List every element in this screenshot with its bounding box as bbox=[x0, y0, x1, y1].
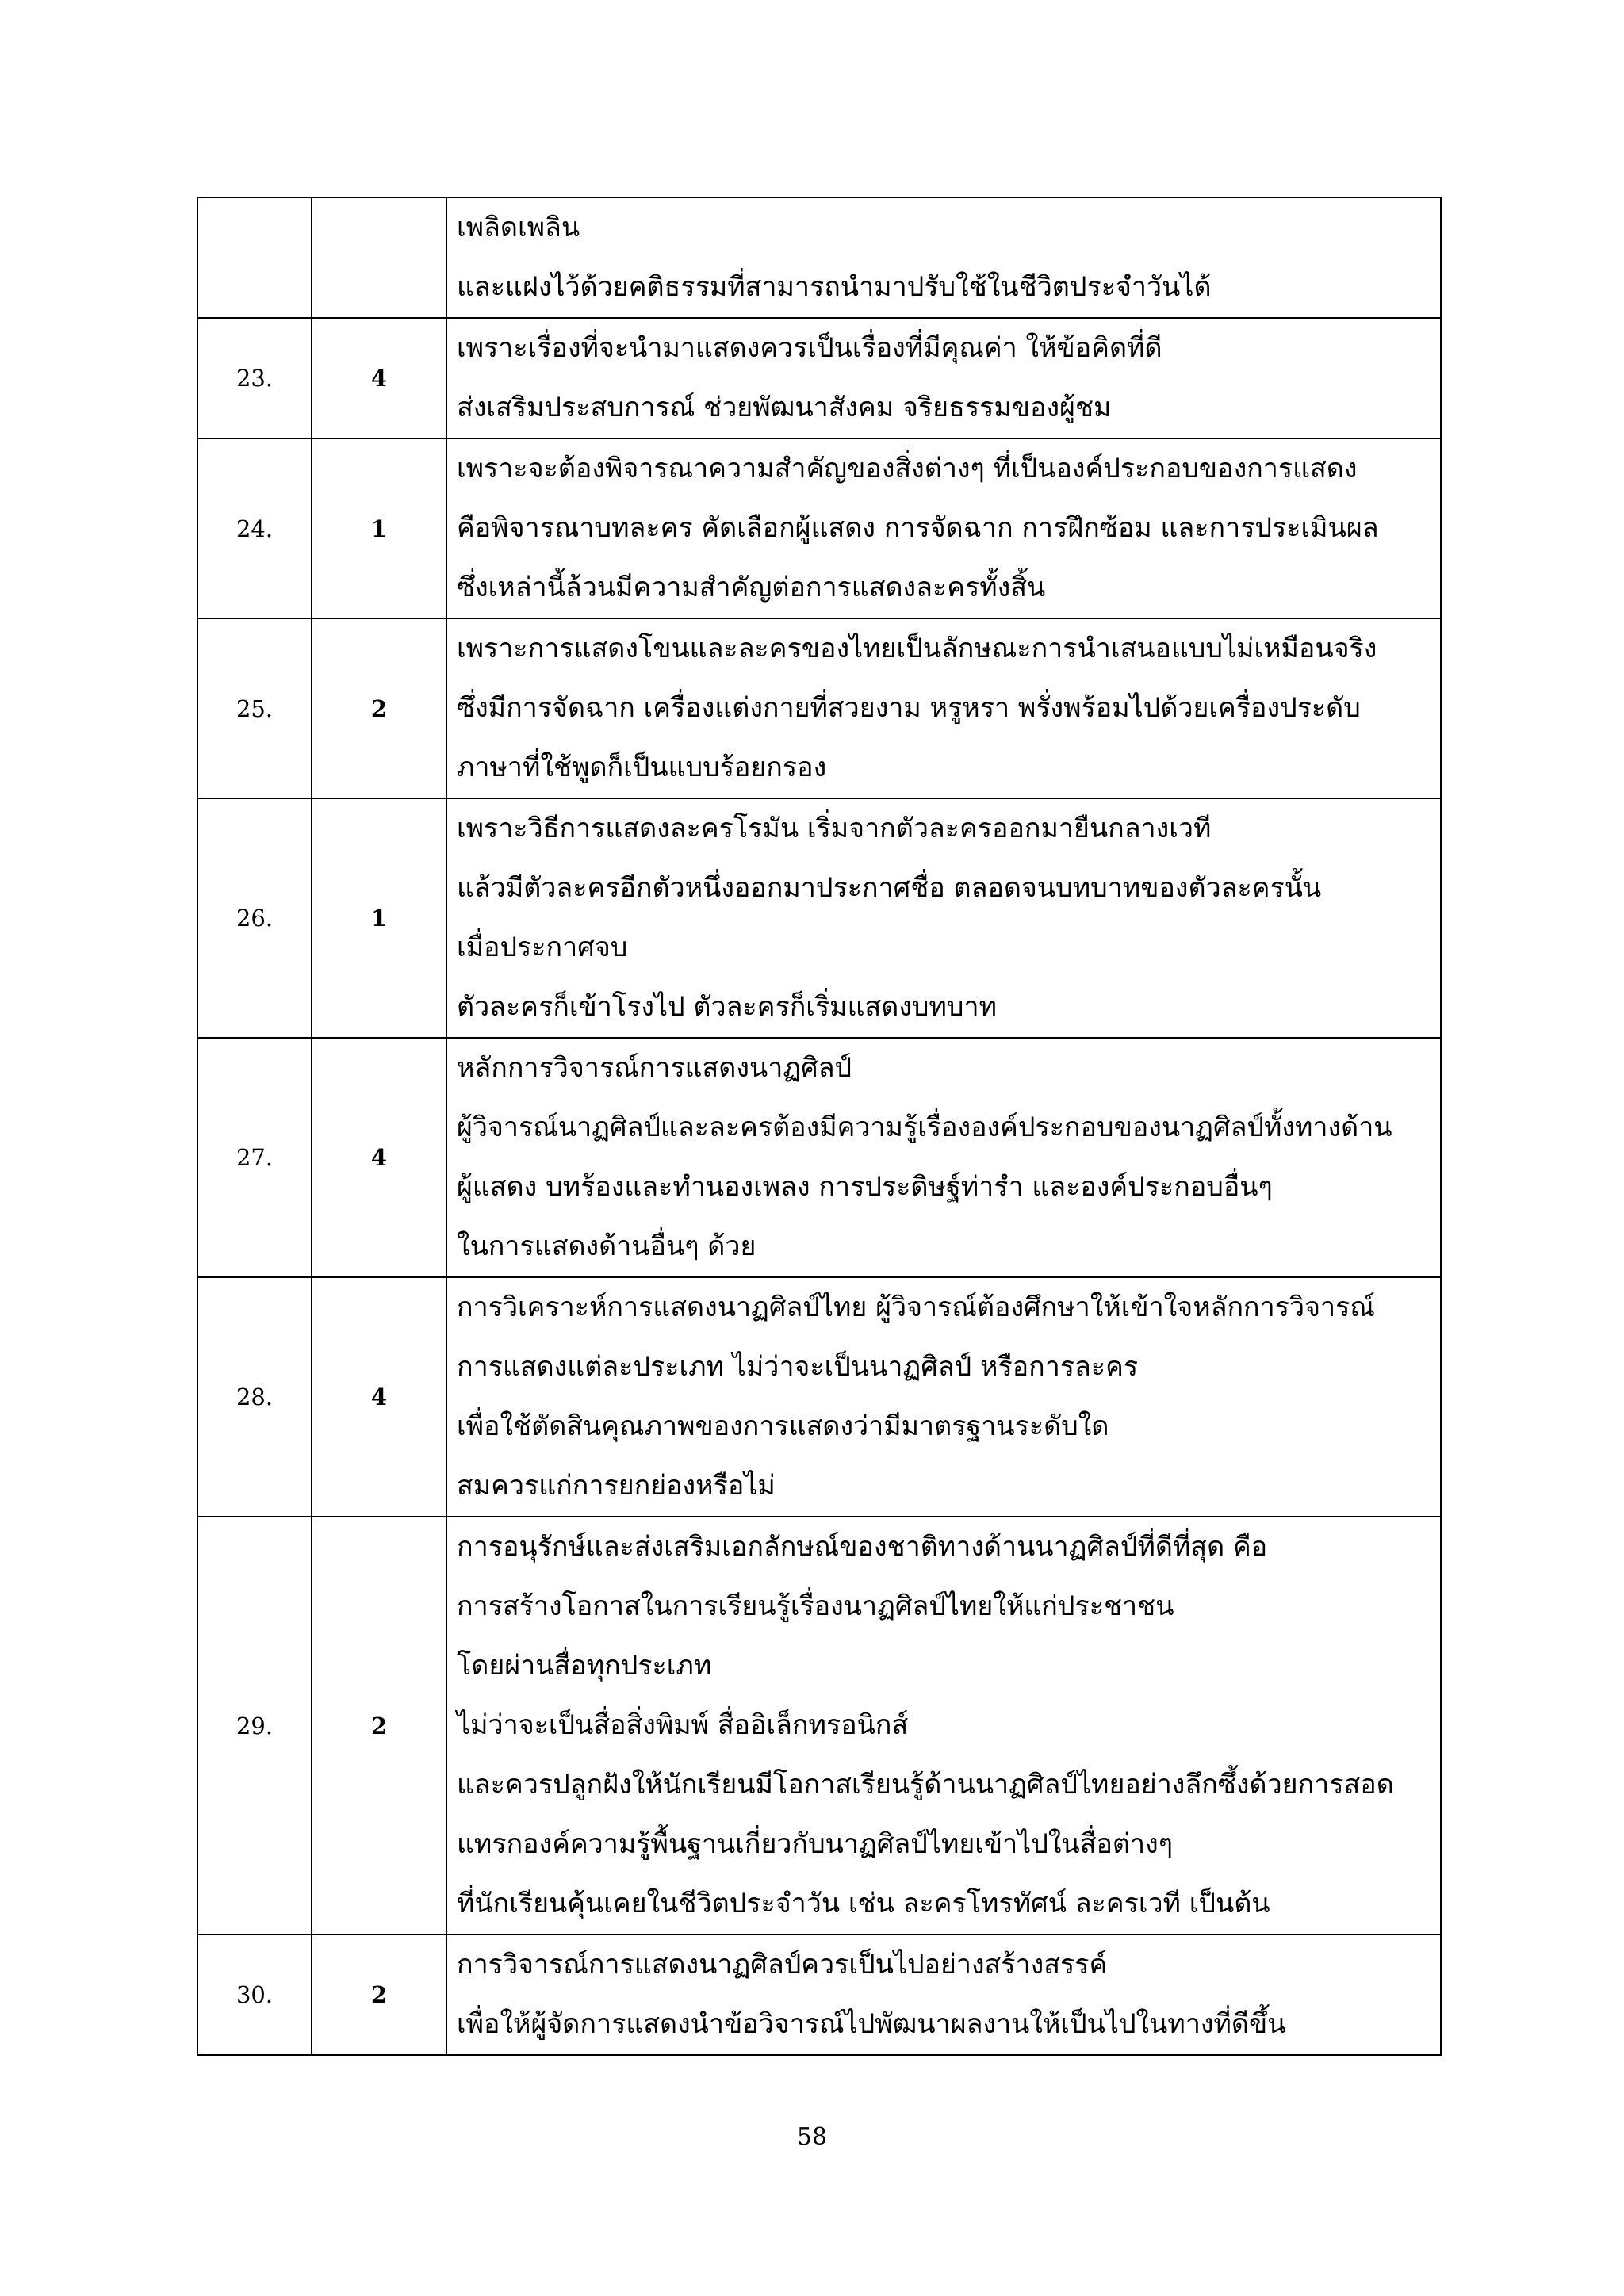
question-number: 28. bbox=[197, 1277, 312, 1517]
explanation-line: หลักการวิจารณ์การแสดงนาฏศิลป์ bbox=[457, 1052, 852, 1084]
explanation-cell bbox=[446, 197, 1441, 318]
question-number: 25. bbox=[197, 618, 312, 798]
explanation-cell bbox=[446, 1934, 1441, 2055]
table-row bbox=[197, 197, 1441, 318]
explanation-line: และแฝงไว้ด้วยคติธรรมที่สามารถนำมาปรับใช้ในชีวิตประจำวันได้ bbox=[457, 271, 1212, 303]
explanation-line: ผู้แสดง บทร้องและทำนองเพลง การประดิษฐ์ท่ารำ และองค์ประกอบอื่นๆ bbox=[457, 1171, 1273, 1203]
table-row bbox=[197, 318, 1441, 438]
explanation-line: ส่งเสริมประสบการณ์ ช่วยพัฒนาสังคม จริยธรรมของผู้ชม bbox=[457, 392, 1112, 423]
question-number bbox=[197, 197, 312, 318]
explanation-line: แล้วมีตัวละครอีกตัวหนึ่งออกมาประกาศชื่อ ตลอดจนบทบาทของตัวละครนั้น bbox=[457, 872, 1322, 904]
explanation-line: ไม่ว่าจะเป็นสื่อสิ่งพิมพ์ สื่ออิเล็กทรอนิกส์ bbox=[457, 1709, 909, 1741]
explanation-line: เพื่อใช้ตัดสินคุณภาพของการแสดงว่ามีมาตรฐานระดับใด bbox=[457, 1410, 1109, 1442]
explanation-line: ซึ่งมีการจัดฉาก เครื่องแต่งกายที่สวยงาม หรูหรา พรั่งพร้อมไปด้วยเครื่องประดับ bbox=[457, 692, 1361, 724]
explanation-line: เมื่อประกาศจบ bbox=[457, 932, 628, 963]
explanation-cell bbox=[446, 1277, 1441, 1517]
page-number: 58 bbox=[796, 2123, 828, 2151]
explanation-line: เพราะเรื่องที่จะนำมาแสดงควรเป็นเรื่องที่มีคุณค่า ให้ข้อคิดที่ดี bbox=[457, 332, 1162, 364]
explanation-line: เพราะการแสดงโขนและละครของไทยเป็นลักษณะการนำเสนอแบบไม่เหมือนจริง bbox=[457, 633, 1377, 664]
answer-choice bbox=[312, 197, 446, 318]
explanation-cell bbox=[446, 438, 1441, 618]
answer-table bbox=[197, 197, 1442, 2056]
explanation-line: ที่นักเรียนคุ้นเคยในชีวิตประจำวัน เช่น ละครโทรทัศน์ ละครเวที เป็นต้น bbox=[457, 1888, 1270, 1919]
answer-choice: 1 bbox=[312, 798, 446, 1038]
question-number: 30. bbox=[197, 1934, 312, 2055]
question-number: 26. bbox=[197, 798, 312, 1038]
table-row bbox=[197, 438, 1441, 618]
explanation-line: การวิเคราะห์การแสดงนาฏศิลป์ไทย ผู้วิจารณ์ต้องศึกษาให้เข้าใจหลักการวิจารณ์ bbox=[457, 1292, 1375, 1323]
answer-choice: 4 bbox=[312, 1038, 446, 1277]
table-row bbox=[197, 798, 1441, 1038]
explanation-line: โดยผ่านสื่อทุกประเภท bbox=[457, 1650, 712, 1682]
explanation-line: ผู้วิจารณ์นาฏศิลป์และละครต้องมีความรู้เรื่ององค์ประกอบของนาฏศิลป์ทั้งทางด้าน bbox=[457, 1112, 1392, 1143]
explanation-cell bbox=[446, 798, 1441, 1038]
explanation-cell bbox=[446, 1517, 1441, 1934]
explanation-line: สมควรแก่การยกย่องหรือไม่ bbox=[457, 1470, 776, 1502]
answer-choice: 1 bbox=[312, 438, 446, 618]
explanation-line: ในการแสดงด้านอื่นๆ ด้วย bbox=[457, 1230, 756, 1262]
answer-choice: 2 bbox=[312, 1517, 446, 1934]
explanation-line: เพราะจะต้องพิจารณาความสำคัญของสิ่งต่างๆ ที่เป็นองค์ประกอบของการแสดง bbox=[457, 453, 1358, 484]
explanation-line: การแสดงแต่ละประเภท ไม่ว่าจะเป็นนาฏศิลป์ หรือการละคร bbox=[457, 1351, 1139, 1383]
explanation-cell bbox=[446, 618, 1441, 798]
explanation-line: คือพิจารณาบทละคร คัดเลือกผู้แสดง การจัดฉาก การฝึกซ้อม และการประเมินผล bbox=[457, 512, 1379, 544]
question-number: 24. bbox=[197, 438, 312, 618]
table-row bbox=[197, 1038, 1441, 1277]
explanation-cell bbox=[446, 318, 1441, 438]
question-number: 27. bbox=[197, 1038, 312, 1277]
answer-choice: 2 bbox=[312, 618, 446, 798]
explanation-cell bbox=[446, 1038, 1441, 1277]
table-row bbox=[197, 618, 1441, 798]
explanation-line: เพื่อให้ผู้จัดการแสดงนำข้อวิจารณ์ไปพัฒนาผลงานให้เป็นไปในทางที่ดีขึ้น bbox=[457, 2008, 1286, 2040]
explanation-line: การอนุรักษ์และส่งเสริมเอกลักษณ์ของชาติทางด้านนาฏศิลป์ที่ดีที่สุด คือ bbox=[457, 1531, 1268, 1563]
explanation-line: การสร้างโอกาสในการเรียนรู้เรื่องนาฏศิลป์ไทยให้แก่ประชาชน bbox=[457, 1590, 1174, 1622]
answer-choice: 4 bbox=[312, 1277, 446, 1517]
explanation-line: การวิจารณ์การแสดงนาฏศิลป์ควรเป็นไปอย่างสร้างสรรค์ bbox=[457, 1949, 1108, 1980]
explanation-line: ภาษาที่ใช้พูดก็เป็นแบบร้อยกรอง bbox=[457, 752, 827, 783]
answer-choice: 4 bbox=[312, 318, 446, 438]
explanation-line: แทรกองค์ความรู้พื้นฐานเกี่ยวกับนาฏศิลป์ไทยเข้าไปในสื่อต่างๆ bbox=[457, 1828, 1173, 1860]
question-number: 23. bbox=[197, 318, 312, 438]
explanation-line: และควรปลูกฝังให้นักเรียนมีโอกาสเรียนรู้ด้านนาฏศิลป์ไทยอย่างลึกซึ้งด้วยการสอด bbox=[457, 1769, 1394, 1800]
table-row bbox=[197, 1517, 1441, 1934]
answer-choice: 2 bbox=[312, 1934, 446, 2055]
explanation-line: ตัวละครก็เข้าโรงไป ตัวละครก็เริ่มแสดงบทบาท bbox=[457, 991, 998, 1023]
explanation-line: เพราะวิธีการแสดงละครโรมัน เริ่มจากตัวละครออกมายืนกลางเวที bbox=[457, 813, 1212, 844]
explanation-line: ซึ่งเหล่านี้ล้วนมีความสำคัญต่อการแสดงละครทั้งสิ้น bbox=[457, 572, 1046, 603]
table-row bbox=[197, 1277, 1441, 1517]
question-number: 29. bbox=[197, 1517, 312, 1934]
explanation-line: เพลิดเพลิน bbox=[457, 212, 580, 243]
table-row bbox=[197, 1934, 1441, 2055]
